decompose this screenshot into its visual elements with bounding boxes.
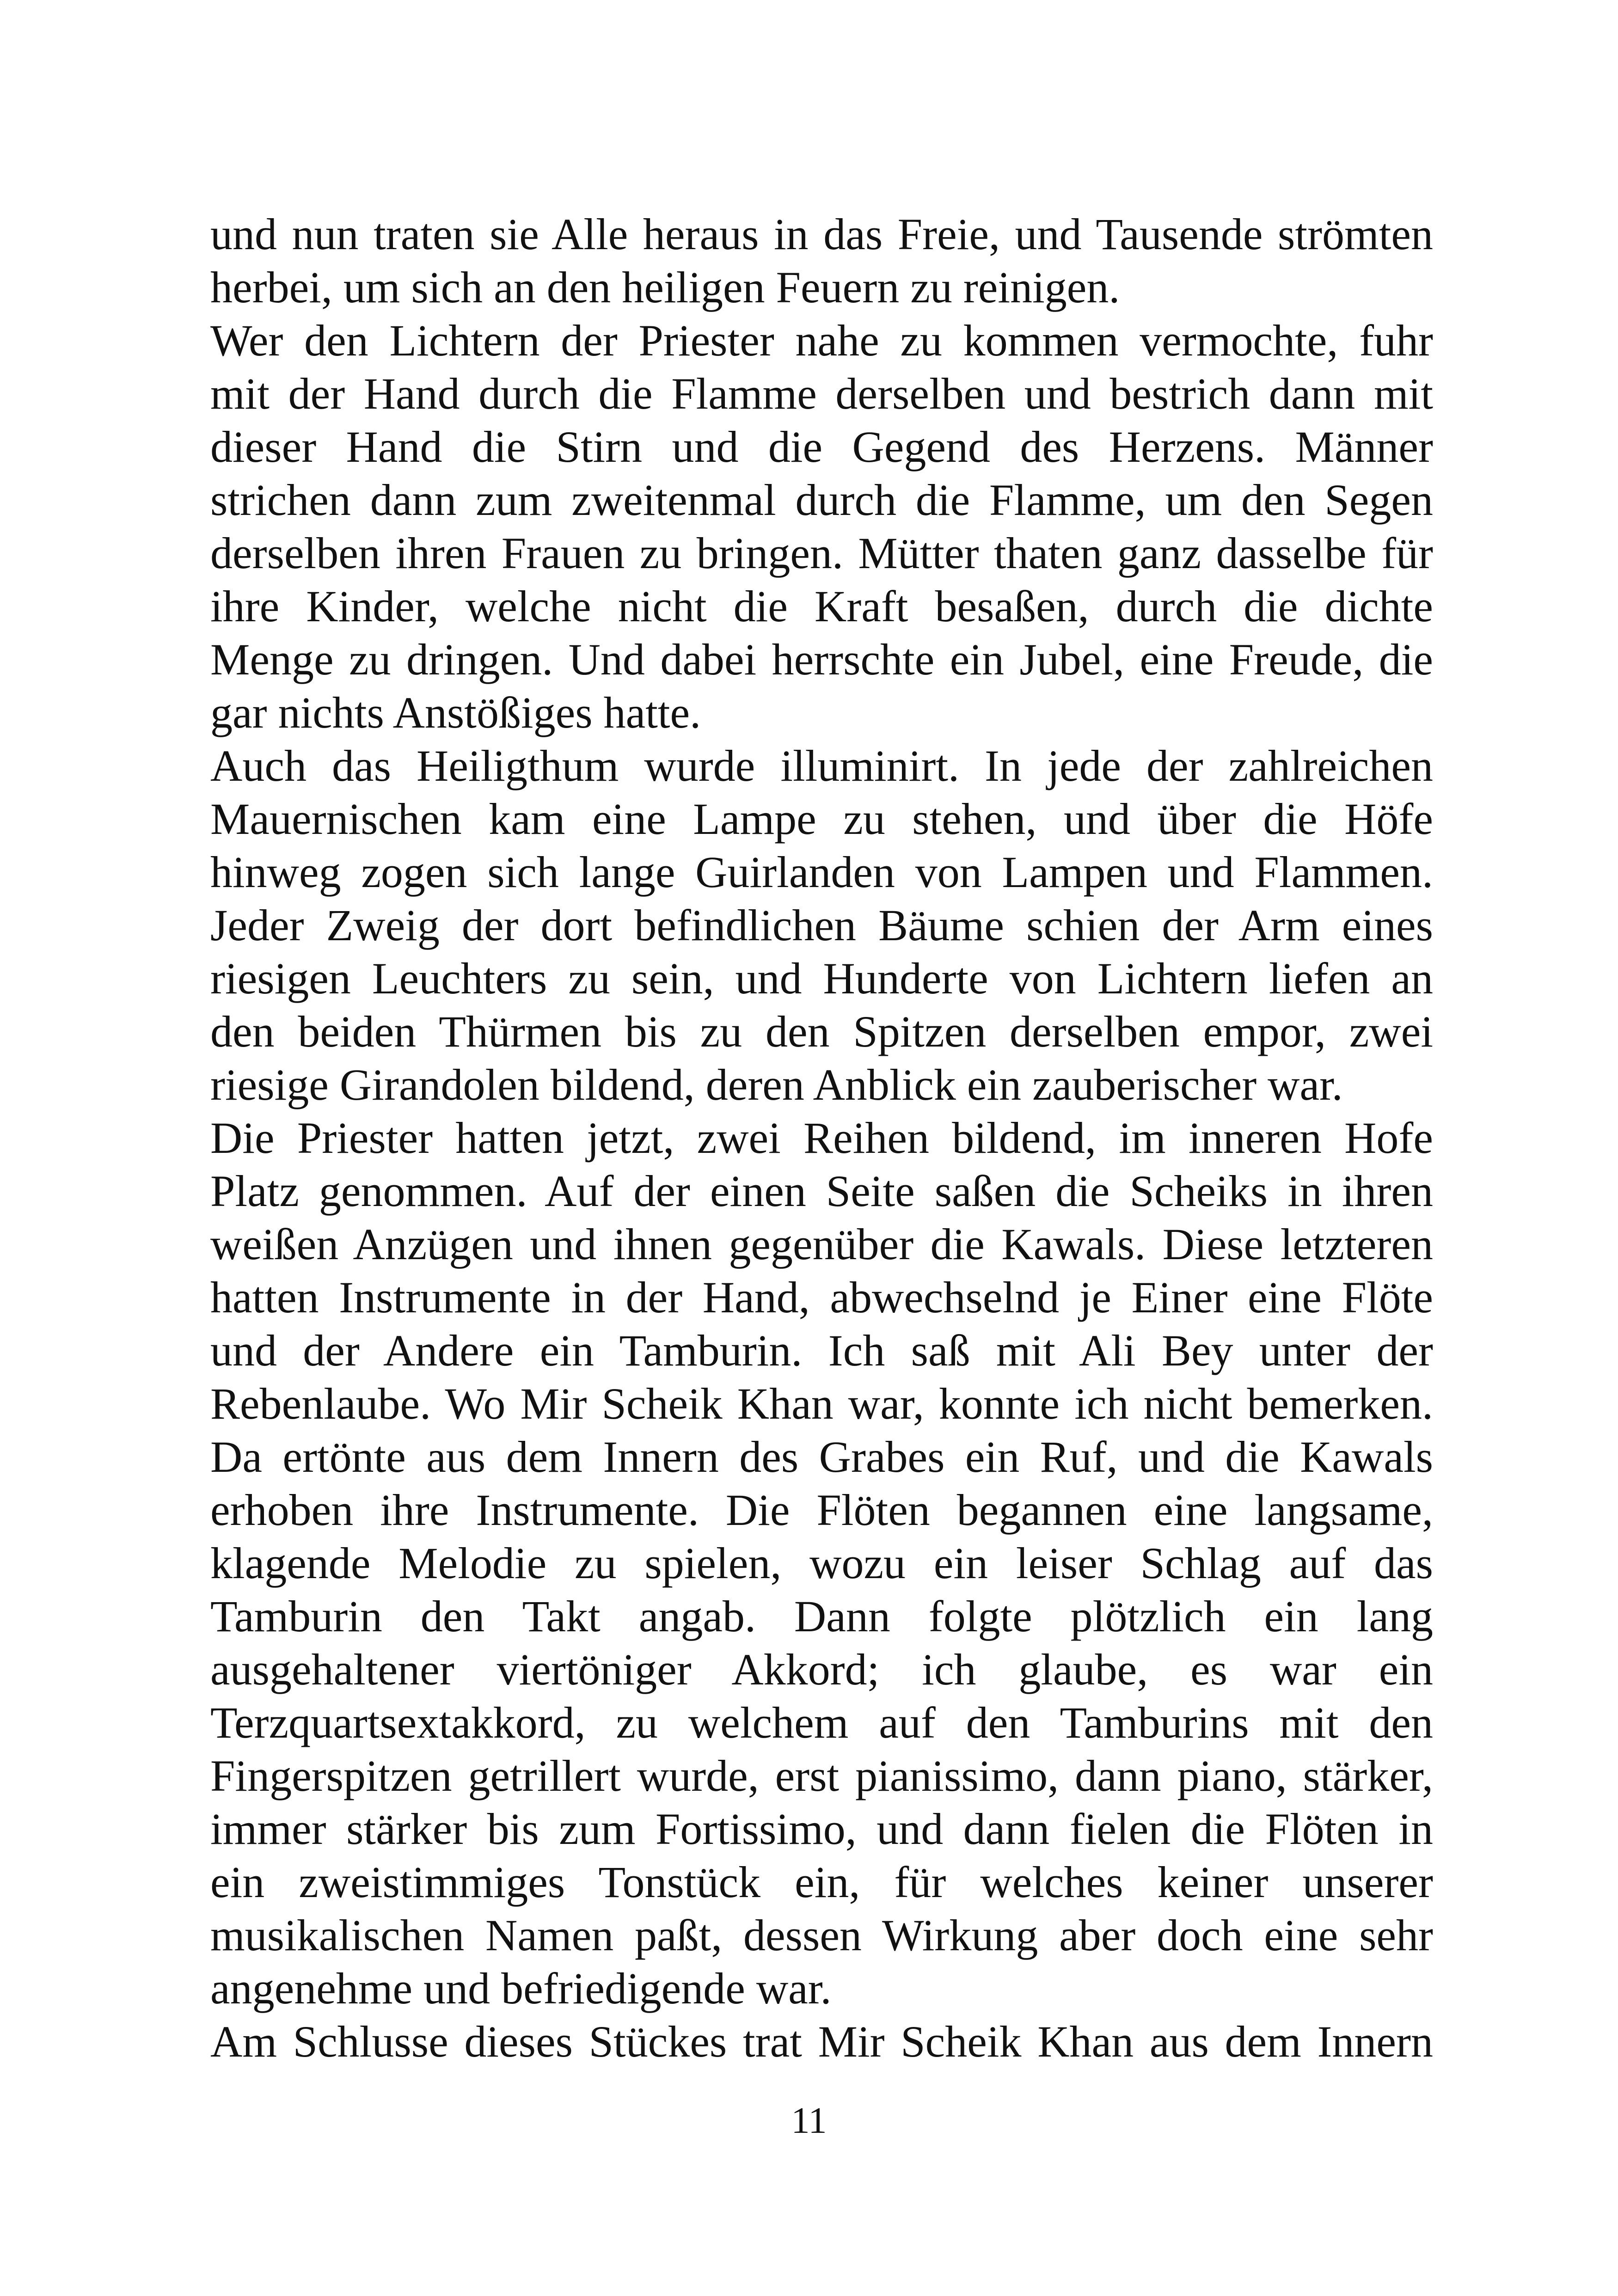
text-line: Platz genommen. Auf der einen Seite saßen die Scheiks in ihren [210,1166,1433,1216]
text-line: ein zweistimmiges Tonstück ein, für welches keiner unserer [210,1857,1433,1907]
text-line: hatten Instrumente in der Hand, abwechselnd je Einer eine Flöte [210,1273,1433,1322]
text-line: Mauernischen kam eine Lampe zu stehen, und über die Höfe [210,794,1433,844]
text-line: ausgehaltener viertöniger Akkord; ich glaube, es war ein [210,1645,1433,1694]
text-line: immer stärker bis zum Fortissimo, und dann fielen die Flöten in [210,1804,1433,1854]
text-line: angenehme und befriedigende war. [210,1964,832,2013]
text-line: ihre Kinder, welche nicht die Kraft besaßen, durch die dichte [210,582,1433,631]
text-line: herbei, um sich an den heiligen Feuern zu reinigen. [210,263,1120,312]
text-line: Terzquartsextakkord, zu welchem auf den Tamburins mit den [210,1698,1433,1747]
text-line: riesigen Leuchters zu sein, und Hunderte von Lichtern liefen an [210,954,1433,1003]
text-line: Rebenlaube. Wo Mir Scheik Khan war, konnte ich nicht bemerken. [210,1379,1433,1428]
text-line: erhoben ihre Instrumente. Die Flöten begannen eine langsame, [210,1485,1433,1535]
text-line: den beiden Thürmen bis zu den Spitzen derselben empor, zwei [210,1007,1433,1056]
text-line: derselben ihren Frauen zu bringen. Mütter thaten ganz dasselbe für [210,528,1433,578]
text-line: Tamburin den Takt angab. Dann folgte plötzlich ein lang [210,1592,1433,1641]
page-number: 11 [791,2100,827,2141]
text-line: klagende Melodie zu spielen, wozu ein leiser Schlag auf das [210,1538,1433,1588]
body-text [210,208,1433,2068]
text-line: Menge zu dringen. Und dabei herrschte ein Jubel, eine Freude, die [210,635,1433,684]
text-line: Die Priester hatten jetzt, zwei Reihen bildend, im inneren Hofe [210,1113,1433,1163]
text-line: strichen dann zum zweitenmal durch die Flamme, um den Segen [210,475,1433,525]
text-line: Da ertönte aus dem Innern des Grabes ein Ruf, und die Kawals [210,1432,1433,1482]
text-line: und der Andere ein Tamburin. Ich saß mit Ali Bey unter der [210,1326,1433,1375]
text-line: gar nichts Anstößiges hatte. [210,688,701,737]
text-line: weißen Anzügen und ihnen gegenüber die Kawals. Diese letzteren [210,1219,1433,1269]
text-line: riesige Girandolen bildend, deren Anblick ein zauberischer war. [210,1060,1343,1109]
text-line: mit der Hand durch die Flamme derselben und bestrich dann mit [210,369,1433,418]
text-line: Am Schlusse dieses Stückes trat Mir Scheik Khan aus dem Innern [210,2017,1433,2066]
text-line: Wer den Lichtern der Priester nahe zu kommen vermochte, fuhr [210,316,1433,365]
text-line: und nun traten sie Alle heraus in das Freie, und Tausende strömten [210,209,1433,259]
text-line: hinweg zogen sich lange Guirlanden von Lampen und Flammen. [210,847,1433,897]
text-line: Auch das Heiligthum wurde illuminirt. In jede der zahlreichen [210,741,1433,790]
text-line: Jeder Zweig der dort befindlichen Bäume schien der Arm eines [210,900,1433,950]
text-line: musikalischen Namen paßt, dessen Wirkung aber doch eine sehr [210,1910,1433,1960]
text-line: Fingerspitzen getrillert wurde, erst pianissimo, dann piano, stärker, [210,1751,1433,1800]
text-line: dieser Hand die Stirn und die Gegend des Herzens. Männer [210,422,1433,471]
